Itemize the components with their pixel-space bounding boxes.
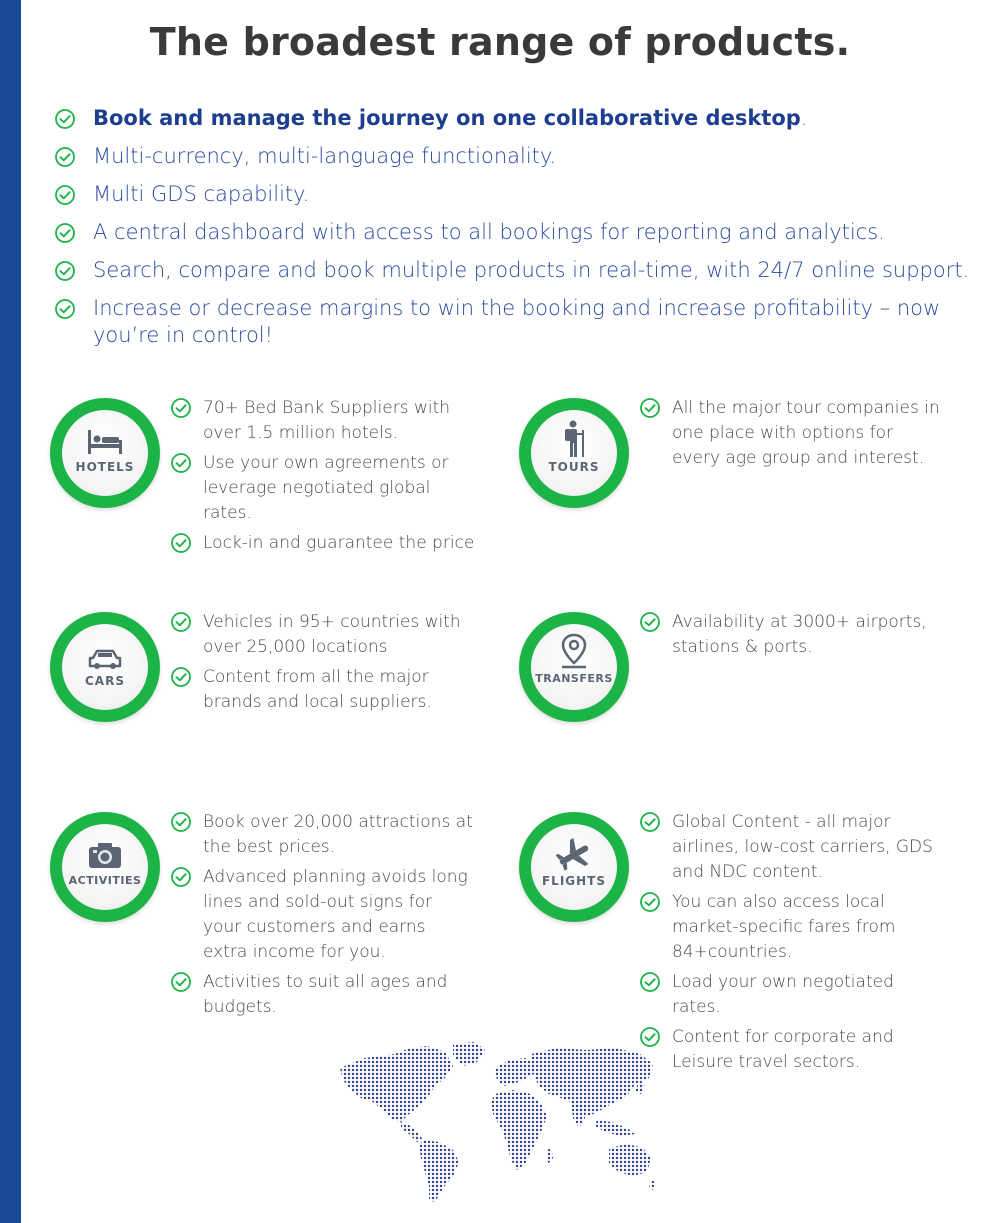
- left-accent-bar: [0, 0, 21, 1223]
- bullet-text: You can also access local market-specific fares from 84+countries.: [672, 892, 896, 962]
- check-circle-icon: [54, 222, 76, 244]
- check-circle-icon: [54, 146, 76, 168]
- list-item: [639, 890, 944, 965]
- car-icon: [62, 648, 148, 672]
- hotels-bullets: [170, 396, 475, 561]
- tours-label: TOURS: [548, 460, 600, 474]
- world-map-graphic: [335, 1040, 660, 1205]
- check-circle-icon: [54, 108, 76, 130]
- activities-badge: [50, 812, 160, 922]
- feature-text: Multi GDS capability.: [93, 182, 310, 206]
- feature-text: Search, compare and book multiple products in real-time, with 24/7 online support.: [93, 258, 970, 282]
- list-item: [170, 810, 475, 860]
- feature-bold-text: Book and manage the journey on one collaborative desktop: [93, 106, 801, 130]
- check-circle-icon: [54, 298, 76, 320]
- bullet-text: Global Content - all major airlines, low-cost carriers, GDS and NDC content.: [672, 812, 933, 882]
- list-item: [170, 396, 475, 446]
- bullet-text: Lock-in and guarantee the price: [203, 533, 475, 553]
- bullet-text: Availability at 3000+ airports, stations & ports.: [672, 612, 927, 657]
- check-circle-icon: [170, 532, 192, 554]
- bed-icon: [62, 428, 148, 458]
- feature-text: A central dashboard with access to all bookings for reporting and analytics.: [93, 220, 885, 244]
- cars-label: CARS: [85, 674, 125, 688]
- flights-bullets: [639, 810, 944, 1080]
- list-item: [170, 865, 475, 965]
- check-circle-icon: [639, 397, 661, 419]
- check-circle-icon: [170, 666, 192, 688]
- flights-badge: [519, 812, 629, 922]
- list-item: [639, 396, 944, 471]
- activities-bullets: [170, 810, 475, 1025]
- list-item: [170, 451, 475, 526]
- bullet-text: Content for corporate and Leisure travel sectors.: [672, 1027, 894, 1072]
- list-item: [639, 1025, 944, 1075]
- feature-text: [93, 106, 807, 130]
- airplane-icon: [531, 838, 617, 874]
- list-item: [639, 970, 944, 1020]
- feature-text: Increase or decrease margins to win the booking and increase profitability – now you’re in control!: [93, 296, 941, 347]
- bullet-text: 70+ Bed Bank Suppliers with over 1.5 million hotels.: [203, 398, 451, 443]
- check-circle-icon: [54, 260, 76, 282]
- check-circle-icon: [639, 891, 661, 913]
- bullet-text: Use your own agreements or leverage negotiated global rates.: [203, 453, 449, 523]
- list-item: [639, 810, 944, 885]
- hiker-icon: [531, 420, 617, 460]
- check-circle-icon: [170, 397, 192, 419]
- feature-item: [52, 105, 972, 132]
- check-circle-icon: [639, 611, 661, 633]
- feature-text: Multi-currency, multi-language functionality.: [93, 144, 557, 168]
- transfers-label: TRANSFERS: [535, 672, 613, 685]
- tours-bullets: [639, 396, 944, 476]
- list-item: [639, 610, 944, 660]
- bullet-text: Content from all the major brands and local suppliers.: [203, 667, 432, 712]
- list-item: [170, 970, 475, 1020]
- check-circle-icon: [170, 452, 192, 474]
- bullet-text: Load your own negotiated rates.: [672, 972, 894, 1017]
- feature-item: [52, 181, 972, 208]
- bullet-text: Activities to suit all ages and budgets.: [203, 972, 448, 1017]
- check-circle-icon: [170, 971, 192, 993]
- flights-label: FLIGHTS: [541, 874, 607, 888]
- hotels-badge: [50, 398, 160, 508]
- check-circle-icon: [170, 611, 192, 633]
- activities-label: ACTIVITIES: [68, 874, 142, 887]
- feature-item: [52, 143, 972, 170]
- bullet-text: Book over 20,000 attractions at the best prices.: [203, 812, 473, 857]
- check-circle-icon: [170, 866, 192, 888]
- hotels-label: HOTELS: [75, 460, 135, 474]
- bullet-text: Advanced planning avoids long lines and sold-out signs for your customers and earns extra income for you.: [203, 867, 468, 962]
- map-pin-icon: [531, 632, 617, 672]
- feature-suffix: .: [800, 106, 808, 130]
- feature-item: [52, 219, 972, 246]
- check-circle-icon: [54, 184, 76, 206]
- list-item: [170, 531, 475, 556]
- transfers-bullets: [639, 610, 944, 665]
- check-circle-icon: [639, 811, 661, 833]
- bullet-text: Vehicles in 95+ countries with over 25,000 locations: [203, 612, 461, 657]
- tours-badge: [519, 398, 629, 508]
- camera-icon: [62, 840, 148, 872]
- list-item: [170, 610, 475, 660]
- feature-list: [52, 105, 972, 360]
- cars-bullets: [170, 610, 475, 720]
- page-title: The broadest range of products.: [149, 20, 851, 64]
- transfers-badge: [519, 612, 629, 722]
- check-circle-icon: [639, 971, 661, 993]
- feature-item: [52, 295, 972, 349]
- cars-badge: [50, 612, 160, 722]
- bullet-text: All the major tour companies in one place with options for every age group and interest.: [672, 398, 940, 468]
- check-circle-icon: [170, 811, 192, 833]
- feature-item: [52, 257, 972, 284]
- list-item: [170, 665, 475, 715]
